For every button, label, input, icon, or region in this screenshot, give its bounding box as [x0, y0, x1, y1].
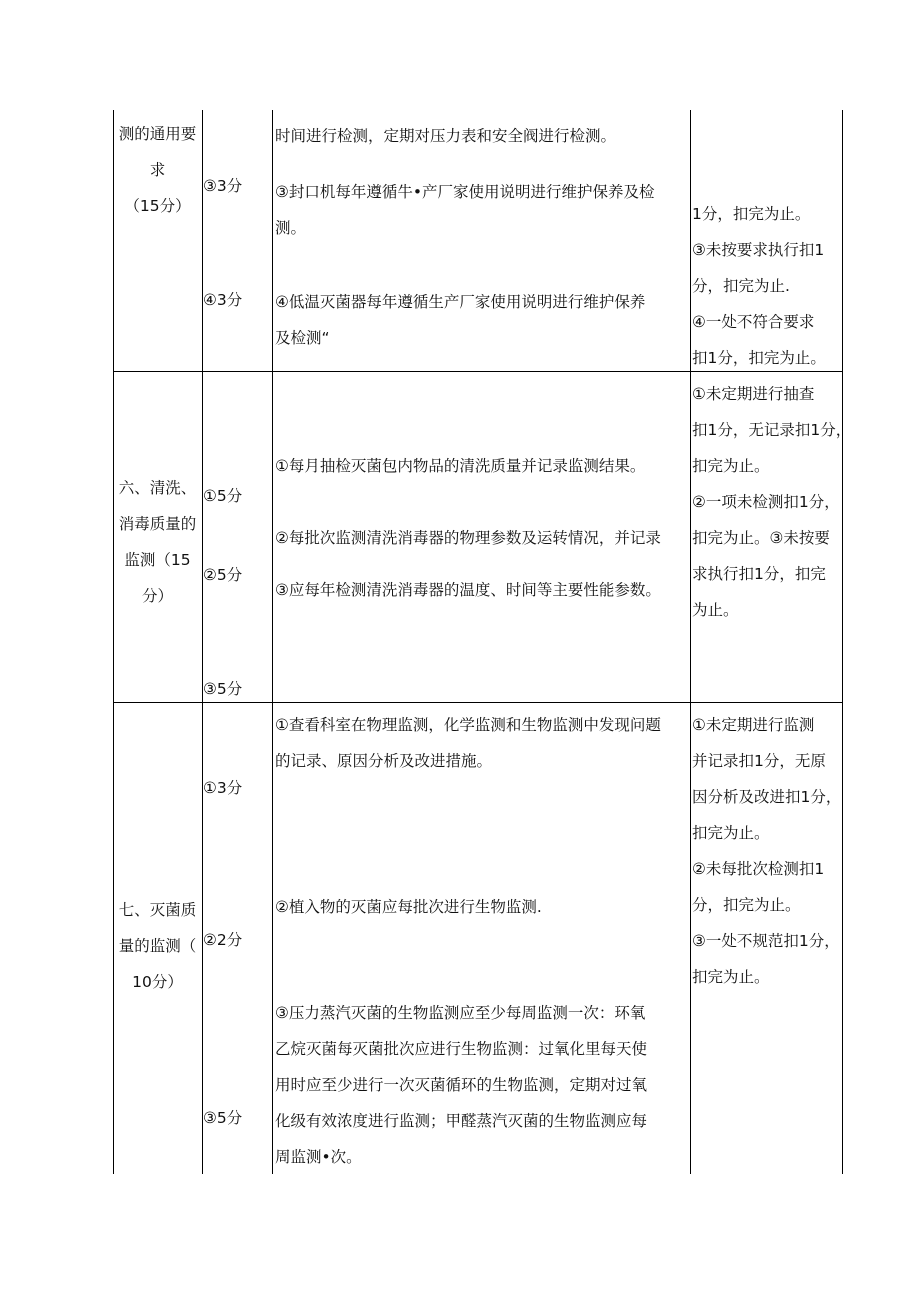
- item-text: ③压力蒸汽灭菌的生物监测应至少每周监测一次：环氧 乙烷灭菌每灭菌批次应进行生物监测：过氧化里每天使 用时应至少进行一次灭菌循环的生物监测，定期对过氧 化级有效浓度进行监测；甲醛蒸汽灭菌的生物监测应每 周监测•次。: [275, 1004, 648, 1166]
- item-text: ①查看科室在物理监测，化学监测和生物监测中发现问题 的记录、原因分析及改进措施。: [275, 716, 661, 770]
- item-text: ③封口机每年遵循牛•产厂家使用说明进行维护保养及检 测。: [275, 183, 655, 237]
- table-border-right: [842, 110, 843, 1174]
- score-label: ①3分: [203, 779, 243, 797]
- score-label: ④3分: [203, 291, 243, 309]
- score-label: ①5分: [203, 487, 243, 505]
- item-text: ④低温灭菌器每年遵循生产厂家使用说明进行维护保养 及检测“: [275, 293, 646, 347]
- deduction-text: ①未定期进行抽查 扣1分，无记录扣1分， 扣完为止。 ②一项未检测扣1分， 扣完为止。③未按要 求执行扣1分，扣完 为止。: [692, 385, 852, 619]
- score-label: ③5分: [203, 680, 243, 698]
- category-cell: 测的通用要 求 （15分）: [118, 125, 197, 215]
- column-divider-deduction: [690, 110, 691, 1174]
- item-text: ②每批次监测清洗消毒器的物理参数及运转情况，并记录: [275, 529, 661, 547]
- table-border-left: [113, 110, 114, 1174]
- item-text: ③应每年检测清洗消毒器的温度、时间等主要性能参数。: [275, 581, 661, 599]
- item-text: 时间进行检测，定期对压力表和安全阀进行检测。: [275, 127, 617, 145]
- score-label: ③3分: [203, 177, 243, 195]
- score-label: ②5分: [203, 566, 243, 584]
- item-text: ①每月抽检灭菌包内物品的清洗质量并记录监测结果。: [275, 457, 646, 475]
- score-label: ②2分: [203, 931, 243, 949]
- deduction-text: ①未定期进行监测 并记录扣1分，无原 因分析及改进扣1分， 扣完为止。 ②未每批次检测扣1 分，扣完为止。 ③一处不规范扣1分， 扣完为止。: [692, 716, 842, 986]
- column-divider-item: [272, 110, 273, 1174]
- deduction-text: 1分，扣完为止。 ③未按要求执行扣1 分，扣完为止. ④一处不符合要求 扣1分，扣完为止。: [692, 205, 826, 367]
- item-text: ②植入物的灭菌应每批次进行生物监测.: [275, 898, 542, 916]
- category-cell: 七、灭菌质 量的监测（ 10分）: [118, 901, 197, 991]
- score-label: ③5分: [203, 1109, 243, 1127]
- column-divider-score: [202, 110, 203, 1174]
- category-cell: 六、清洗、 消毒质量的 监测（15 分）: [118, 479, 197, 605]
